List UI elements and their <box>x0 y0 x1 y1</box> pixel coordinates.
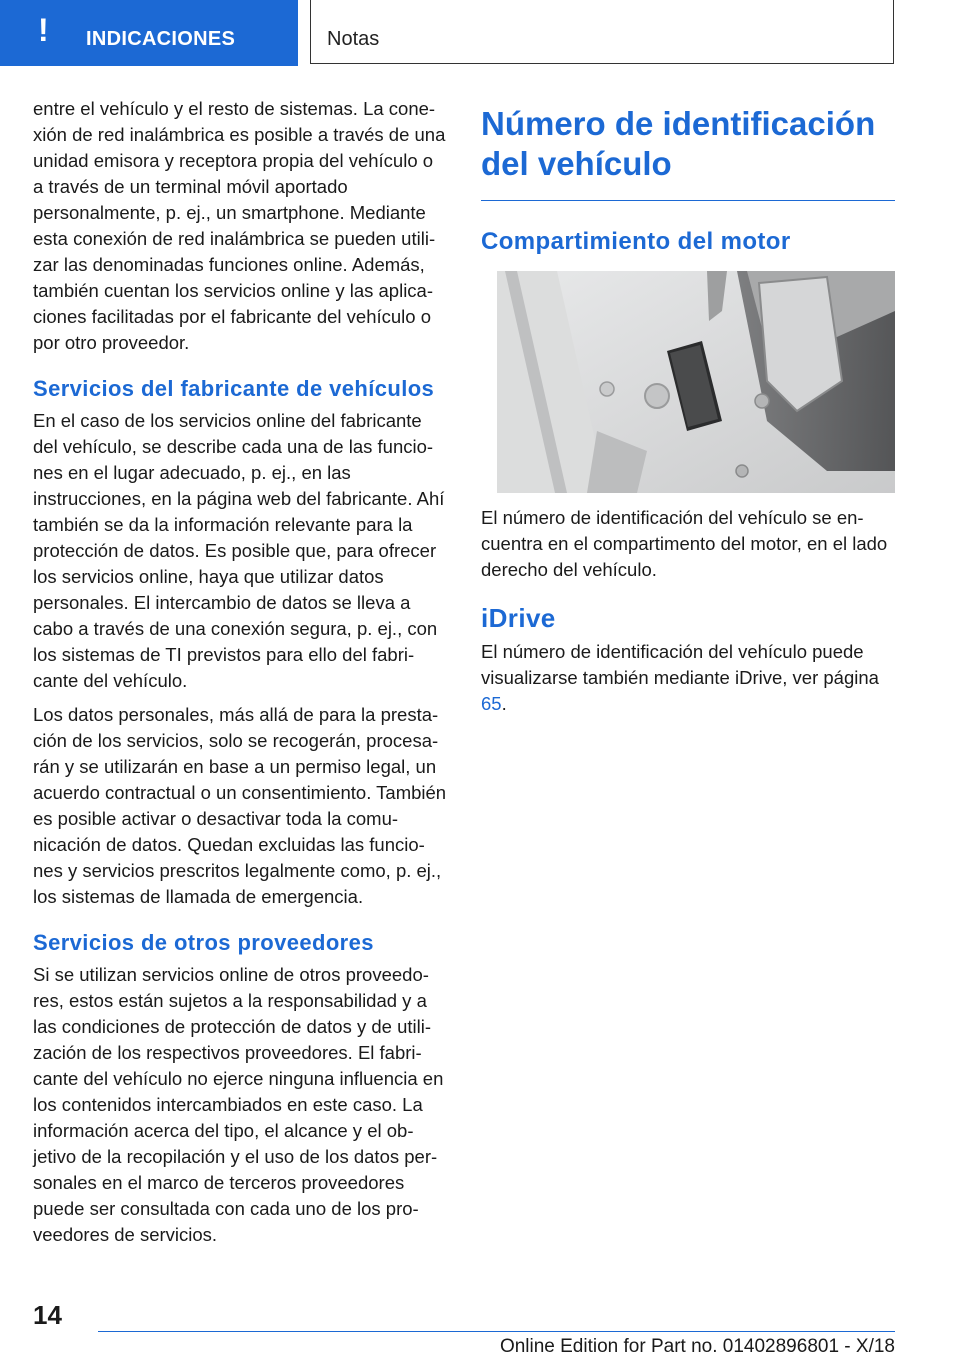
manufacturer-paragraph-2: Los datos personales, más allá de para la prestación de los servicios, solo se recogerán, procesarán y se utilizarán en base a un permiso legal, un acuerdo contractual o un consentimiento. También es posible activar o desactivar toda la comunicación de datos. Quedan excluidas las funciones y servicios prescritos legalmente como, p. ej., los sistemas de llamada de emergencia. <box>33 704 447 907</box>
page-number: 14 <box>33 1300 62 1330</box>
left-column <box>33 96 447 1256</box>
heading-idrive: iDrive <box>481 603 556 633</box>
section-tab <box>0 0 298 66</box>
title-rule <box>481 200 895 201</box>
subsection-box <box>310 0 894 64</box>
footer-edition: Online Edition for Part no. 01402896801 - X/18 <box>499 1336 895 1357</box>
idrive-text-end: . <box>501 693 507 714</box>
manufacturer-paragraph-1: En el caso de los servicios online del fabricante del vehículo, se describe cada una de las funciones en el lugar adecuado, p. ej., en las instrucciones, en la página web del fabricante. Ahí también se da la información relevante para la protección de datos. Es posible que, para ofrecer los servicios online, haya que utilizar datos personales. El intercambio de datos se lleva a cabo a través de una conexión segura, p. ej., con los sistemas de TI previstos para ello del fabricante del vehículo. <box>33 410 445 691</box>
exclamation-icon: ! <box>38 12 49 48</box>
section-title: INDICACIONES <box>86 28 236 50</box>
subsection-title: Notas <box>327 28 380 50</box>
idrive-text: El número de identificación del vehículo puede visualizarse también mediante iDrive, ver página <box>481 641 879 688</box>
page-header <box>0 0 960 66</box>
engine-paragraph: El número de identificación del vehículo se encuentra en el compartimento del motor, en el lado derecho del vehículo. <box>481 507 888 580</box>
idrive-paragraph <box>481 639 895 717</box>
heading-manufacturer-services: Servicios del fabricante de vehículos <box>33 376 435 401</box>
right-column <box>481 104 895 725</box>
heading-engine-compartment: Compartimiento del motor <box>481 228 791 255</box>
vin-title: Número de identificación del vehículo <box>481 105 876 182</box>
intro-paragraph: entre el vehículo y el resto de sistemas. La conexión de red inalámbrica es posible a través de una unidad emisora y receptora propia del vehículo o a través de un terminal móvil aportado personalmente, p. ej., un smartphone. Mediante esta conexión de red inalámbrica se pueden utilizar las denominadas funciones online. Además, también cuentan los servicios online y las aplicaciones facilitadas por el fabricante del vehículo o por otro proveedor. <box>33 98 446 353</box>
heading-other-providers: Servicios de otros proveedores <box>33 930 374 955</box>
engine-photo-illustration <box>497 271 895 493</box>
engine-compartment-photo <box>497 271 895 493</box>
footer-rule <box>98 1331 895 1332</box>
other-providers-paragraph: Si se utilizan servicios online de otros proveedores, estos están sujetos a la responsabilidad y a las condiciones de protección de datos y de utilización de los respectivos proveedores. El fabricante del vehículo no ejerce ninguna influencia en los contenidos intercambiados en este caso. La información acerca del tipo, el alcance y el objetivo de la recopilación y el uso de los datos personales en el marco de terceros proveedores puede ser consultada con cada uno de los proveedores de servicios. <box>33 964 444 1245</box>
page-65-link[interactable]: 65 <box>481 693 502 714</box>
